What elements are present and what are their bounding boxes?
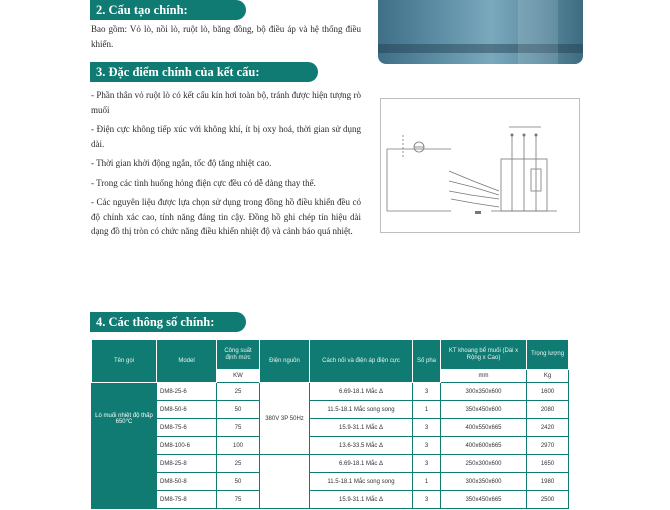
specifications-table	[91, 339, 569, 509]
phase-cell: 1	[413, 473, 441, 491]
connection-cell: 15.9-31.1 Mắc Δ	[310, 491, 413, 509]
model-cell: DM8-25-6	[157, 383, 217, 401]
phase-cell: 3	[413, 419, 441, 437]
product-group-name: Lò muối nhiệt độ thấp 650°C	[92, 383, 157, 455]
power-cell: 50	[217, 473, 260, 491]
col-header: Model	[157, 340, 217, 383]
table-row	[92, 437, 569, 455]
size-cell: 350x450x600	[441, 401, 527, 419]
table-row	[92, 419, 569, 437]
table-row	[92, 383, 569, 401]
supply-cell: 380V 3P 50Hz	[260, 383, 310, 455]
model-cell: DM8-50-6	[157, 401, 217, 419]
table-header-row	[92, 340, 569, 370]
size-cell: 400x550x665	[441, 419, 527, 437]
section-2-text: Bao gồm: Vỏ lò, nồi lò, ruột lò, băng đồng, bộ điều áp và hệ thống điều khiển.	[91, 24, 361, 49]
model-cell: DM8-75-6	[157, 419, 217, 437]
bullet-item: - Thời gian khởi động ngắn, tốc độ tăng nhiệt cao.	[91, 158, 272, 168]
size-cell: 300x350x600	[441, 383, 527, 401]
connection-cell: 6.69-18.1 Mắc Δ	[310, 383, 413, 401]
connection-cell: 11.5-18.1 Mắc song song	[310, 401, 413, 419]
weight-cell: 1980	[527, 473, 569, 491]
model-cell: DM8-100-6	[157, 437, 217, 455]
furnace-photo	[378, 0, 583, 64]
col-header: Cách nối và điện áp điện cực	[310, 340, 413, 383]
table-row	[92, 455, 569, 473]
wiring-diagram	[380, 98, 580, 233]
col-header: Công suất định mức	[217, 340, 260, 370]
product-group-name	[92, 455, 157, 509]
phase-cell: 3	[413, 383, 441, 401]
size-cell: 300x350x600	[441, 473, 527, 491]
phase-cell: 1	[413, 401, 441, 419]
phase-cell: 3	[413, 437, 441, 455]
bullet-item: - Trong các tình huống hỏng điện cực đều có dễ dàng thay thế.	[91, 177, 316, 188]
connection-cell: 6.69-18.1 Mắc Δ	[310, 455, 413, 473]
power-cell: 100	[217, 437, 260, 455]
power-cell: 25	[217, 383, 260, 401]
power-cell: 75	[217, 491, 260, 509]
weight-cell: 2080	[527, 401, 569, 419]
col-header: KT khoang bể muối (Dài x Rộng x Cao)	[441, 340, 527, 370]
weight-cell: 2500	[527, 491, 569, 509]
wiring-diagram-drawing	[381, 99, 579, 232]
power-cell: 75	[217, 419, 260, 437]
bullet-item: - Điện cực không tiếp xúc với không khí, ít bị oxy hoá, thời gian sử dụng dài.	[91, 124, 361, 149]
bullet-item: - Phần thân vỏ ruột lò có kết cấu kín hơi toàn bộ, tránh được hiện tượng rò muối	[91, 90, 361, 115]
phase-cell: 3	[413, 455, 441, 473]
col-header: Điện nguồn	[260, 340, 310, 383]
connection-cell: 15.9-31.1 Mắc Δ	[310, 419, 413, 437]
table-row	[92, 491, 569, 509]
power-cell: 50	[217, 401, 260, 419]
table-row	[92, 473, 569, 491]
weight-cell: 1650	[527, 455, 569, 473]
size-cell: 250x300x600	[441, 455, 527, 473]
section-4-heading: 4. Các thông số chính:	[90, 312, 246, 332]
model-cell: DM8-25-8	[157, 455, 217, 473]
col-header: Số pha	[413, 340, 441, 383]
power-cell: 25	[217, 455, 260, 473]
supply-cell	[260, 455, 310, 509]
table-row	[92, 401, 569, 419]
connection-cell: 11.5-18.1 Mắc song song	[310, 473, 413, 491]
section-3-bullets	[91, 88, 361, 244]
model-cell: DM8-50-8	[157, 473, 217, 491]
size-cell: 350x450x665	[441, 491, 527, 509]
connection-cell: 13.6-33.5 Mắc Δ	[310, 437, 413, 455]
section-3-heading: 3. Đặc điểm chính của kết cấu:	[90, 62, 318, 82]
col-header: Trọng lượng	[527, 340, 569, 370]
size-cell: 400x600x665	[441, 437, 527, 455]
weight-cell: 2970	[527, 437, 569, 455]
unit-label: KW	[217, 370, 260, 383]
unit-label: Kg	[527, 370, 569, 383]
unit-label: mm	[441, 370, 527, 383]
section-2-heading: 2. Cấu tạo chính:	[90, 0, 246, 20]
bullet-item: - Các nguyên liệu được lựa chọn sử dụng trong đồng hồ điều khiển đều có độ chính xác cao, tính năng đáng tin cậy. Đồng hồ ghi chép tín hiệu dài dạng đồ thị tròn có chức năng điều khiển nhiệt độ và cảnh báo quá nhiệt.	[91, 197, 361, 236]
col-header: Tên gọi	[92, 340, 157, 383]
phase-cell: 3	[413, 491, 441, 509]
weight-cell: 1600	[527, 383, 569, 401]
model-cell: DM8-75-8	[157, 491, 217, 509]
weight-cell: 2420	[527, 419, 569, 437]
